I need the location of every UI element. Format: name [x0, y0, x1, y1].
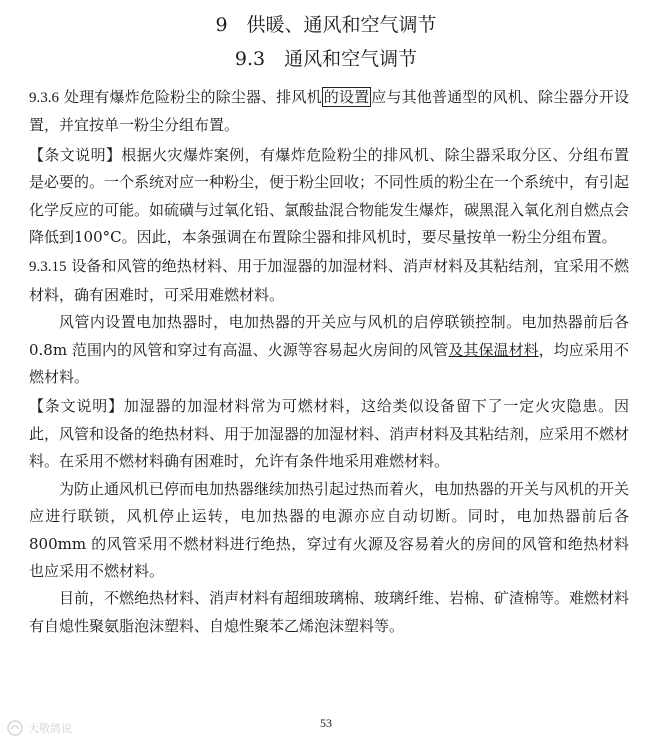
section-title: 9.3 通风和空气调节 — [234, 48, 418, 70]
explanation-text: 根据火灾爆炸案例，有爆炸危险粉尘的排风机、除尘器采取分区、分组布置是必要的。一个系统对应一种粉尘，便于粉尘回收；不同性质的粉尘在一个系统中，有引起化学反应的可能。如硫磺与过氧化铅、氯酸盐混合物能发生爆炸，碳黑混入氧化剂自燃点会降低到100°C。因此，本条强调在布置除尘器和排风机时，要尽量按单一粉尘分组布置。 — [29, 145, 630, 247]
clause-9-3-6 — [29, 84, 629, 140]
explanation-2-para-2: 为防止通风机已停而电加热器继续加热引起过热而着火，电加热器的开关与风机的开关应进行联锁，风机停止运转，电加热器的电源亦应自动切断。同时，电加热器前后各 800mm 的风管采用不燃材料进行绝热，穿过有火源及容易着火的房间的风管和绝热材料也应采用不燃材料。 — [29, 479, 630, 580]
clause-text: 设备和风管的绝热材料、用于加湿器的加湿材料、消声材料及其粘结剂，宜采用不燃材料，确有困难时，可采用难燃材料。 — [29, 257, 629, 304]
page-number: 53 — [320, 716, 332, 730]
clause-9-3-15 — [29, 253, 629, 309]
para-text-after: ，均应采用不燃材料。 — [29, 340, 629, 387]
explanation-2-para-3: 目前，不燃绝热材料、消声材料有超细玻璃棉、玻璃纤维、岩棉、矿渣棉等。难燃材料有自熄性聚氨脂泡沫塑料、自熄性聚苯乙烯泡沫塑料等。 — [29, 589, 630, 635]
underlined-text: 及其保温材料 — [448, 340, 539, 359]
boxed-text: 的设置 — [323, 88, 370, 106]
clause-number: 9.3.15 — [29, 259, 67, 276]
clause-9-3-15-para-2 — [29, 309, 629, 391]
clause-number: 9.3.6 — [29, 90, 59, 106]
para-text-before: 风管内设置电加热器时，电加热器的开关应与风机的启停联锁控制。电加热器前后各 0.8m 范围内的风管和穿过有高温、火源等容易起火房间的风管 — [29, 313, 629, 359]
watermark — [6, 717, 72, 739]
explanation-text: 加湿器的加湿材料常为可燃材料，这给类似设备留下了一定火灾隐患。因此，风管和设备的绝热材料、用于加湿器的加湿材料、消声材料及其粘结剂，应采用不燃材料。在采用不燃材料确有困难时，允许有条件地采用难燃材料。 — [29, 397, 630, 471]
explanation-2 — [29, 393, 629, 475]
clause-text-before: 处理有爆炸危险粉尘的除尘器、排风机 — [63, 88, 322, 106]
clause-text-after: 应与其他普通型的风机、除尘器分开设置，并宜按单一粉尘分组布置。 — [29, 88, 629, 135]
explanation-1 — [29, 142, 629, 252]
document-body — [29, 84, 629, 640]
watermark-logo-icon — [6, 719, 24, 737]
watermark-text: 大敬鸽说 — [28, 722, 72, 735]
explanation-label: 【条文说明】 — [29, 145, 122, 164]
chapter-title: 9 供暖、通风和空气调节 — [215, 14, 437, 36]
explanation-label: 【条文说明】 — [29, 397, 124, 416]
